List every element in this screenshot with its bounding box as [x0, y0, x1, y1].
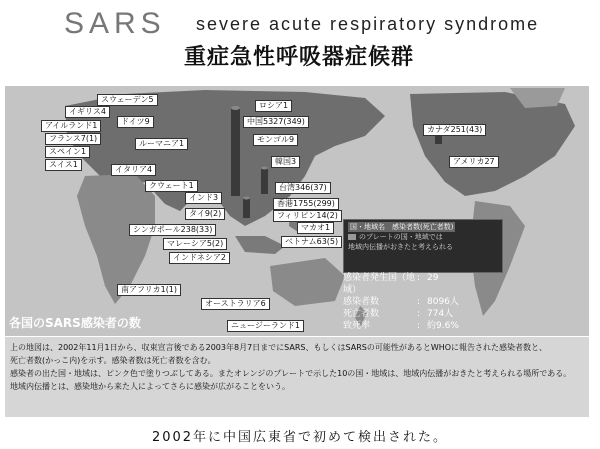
label-taiwan: 台湾346(37)	[275, 182, 331, 194]
stat-value: 774人	[427, 309, 454, 319]
label-korea: 韓国3	[271, 156, 300, 168]
label-vietnam: ベトナム63(5)	[281, 236, 342, 248]
label-uk: イギリス4	[65, 106, 110, 118]
label-macau: マカオ1	[297, 222, 334, 234]
label-south-africa: 南アフリカ1(1)	[117, 284, 181, 296]
label-china: 中国5327(349)	[243, 116, 309, 128]
stat-label: 致死率	[343, 321, 371, 331]
label-italy: イタリア4	[111, 164, 156, 176]
label-russia: ロシア1	[255, 100, 292, 112]
title-english: severe acute respiratory syndrome	[196, 14, 540, 34]
label-mongolia: モンゴル9	[253, 134, 298, 146]
stat-label: 感染者数	[343, 297, 380, 307]
map-caption: 各国のSARS感染者の数	[9, 316, 141, 330]
stat-label: 感染者発生国（地域）	[343, 273, 416, 295]
map-legend	[343, 219, 503, 273]
label-thailand: タイ9(2)	[185, 208, 225, 220]
stats-block: 感染者発生国（地域） : 29 感染者数 : 8096人 死亡者数 : 774人 致死率 : 約9.6%	[343, 273, 459, 331]
label-hongkong: 香港1755(299)	[273, 198, 339, 210]
world-map-panel	[5, 86, 589, 336]
footer-caption: 2002年に中国広東省で初めて検出された。	[151, 430, 449, 445]
label-kuwait: クウェート1	[145, 180, 198, 192]
stat-value: 約9.6%	[427, 321, 459, 331]
notes-panel	[5, 337, 589, 417]
label-romania: ルーマニア1	[135, 138, 188, 150]
label-malaysia: マレーシア5(2)	[163, 238, 227, 250]
title-japanese: 重症急性呼吸器症候群	[184, 45, 415, 70]
note-line: 上の地図は、2002年11月1日から、収束宣言後である2003年8月7日までにSARS、もしくはSARSの可能性があるとWHOに報告された感染者数と、	[10, 343, 548, 352]
legend-head: 国・地域名 感染者数(死亡者数)	[350, 223, 454, 231]
label-ireland: アイルランド1	[41, 120, 101, 132]
label-australia: オーストラリア6	[201, 298, 270, 310]
note-line: 地域内伝播とは、感染地から来た人によってさらに感染が広がることをいう。	[10, 382, 290, 391]
stat-value: 8096人	[427, 297, 459, 307]
label-sweden: スウェーデン5	[97, 94, 158, 106]
label-india: インド3	[185, 192, 222, 204]
legend-line1: のプレートの国・地域では	[359, 233, 443, 241]
label-switzerland: スイス1	[45, 159, 82, 171]
stat-label: 死亡者数	[343, 309, 380, 319]
label-usa: アメリカ27	[449, 156, 499, 168]
note-line: 感染者の出た国・地域は、ピンク色で塗りつぶしてある。またオレンジのプレートで示した10の国・地域は、地域内伝播がおきたと考えられる場所である。	[10, 369, 572, 378]
legend-swatch	[348, 234, 356, 240]
label-philippines: フィリピン14(2)	[273, 210, 342, 222]
label-canada: カナダ251(43)	[423, 124, 486, 136]
note-line: 死亡者数(かっこ内)を示す。感染者数は死亡者数を含む。	[10, 356, 216, 365]
label-germany: ドイツ9	[117, 116, 154, 128]
legend-line2: 地域内伝播がおきたと考えられる	[348, 243, 453, 251]
title-sars: SARS	[64, 7, 166, 40]
label-indonesia: インドネシア2	[169, 252, 230, 264]
label-france: フランス7(1)	[45, 133, 101, 145]
label-new-zealand: ニュージーランド1	[227, 320, 304, 332]
stat-value: 29	[427, 273, 439, 283]
label-singapore: シンガポール238(33)	[129, 224, 216, 236]
label-spain: スペイン1	[45, 146, 90, 158]
